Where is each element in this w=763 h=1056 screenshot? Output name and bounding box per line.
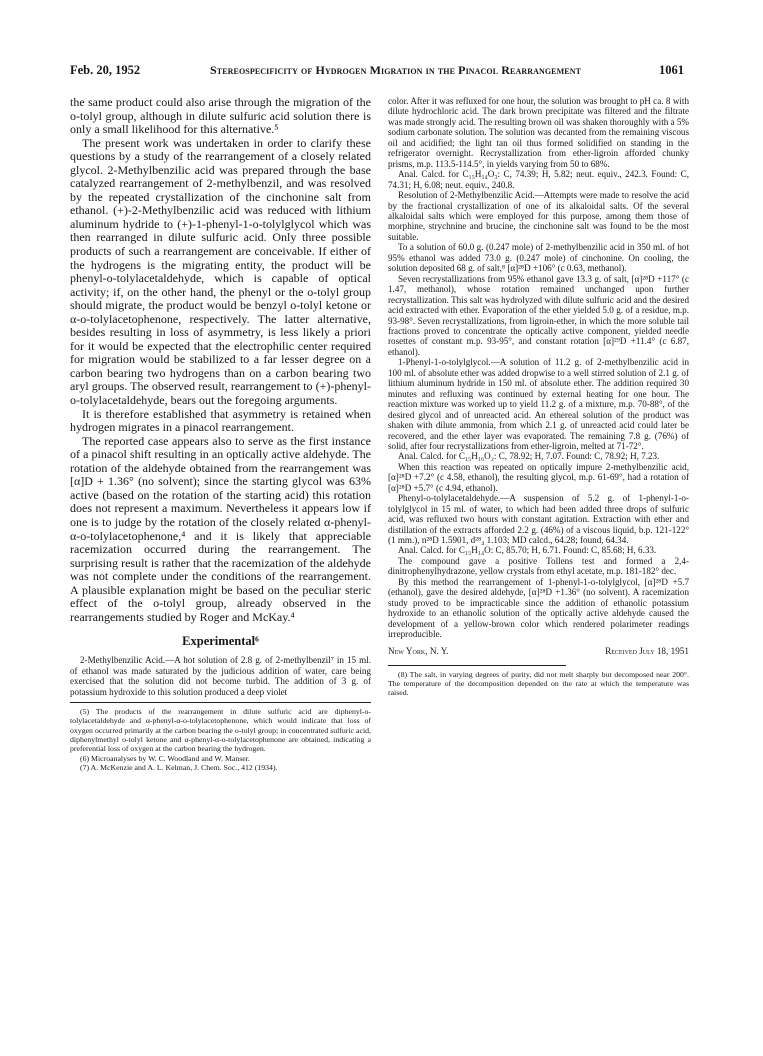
location: New York, N. Y.: [388, 645, 449, 656]
experimental-paragraph: Phenyl-o-tolylacetaldehyde.—A suspension of 5.2 g. of 1-phenyl-1-o-tolylglycol in 15 ml. of water, to which had been added three drops of sulfuric acid, was refluxed two hours with constant agitation. Extraction with ether and distillation of the extracts afforded 2.2 g. (46%) of a viscous liquid, b.p. 121-122° (1 mm.), n²⁸D 1.5901, d²⁸₄ 1.103; MD calcd., 64.28; found, 64.34.: [388, 493, 689, 546]
header-title: Stereospecificity of Hydrogen Migration in the Pinacol Rearrangement: [210, 63, 582, 77]
page-number: 1061: [659, 63, 684, 77]
body-paragraph: The present work was undertaken in order to clarify these questions by a study of the rearrangement of a closely related glycol. 2-Methylbenzilic acid was prepared through the base catalyzed rearrangement of 2-methylbenzil, and was resolved by the repeated crystallization of the cinchonine salt from ethanol. (+)-2-Methylbenzilic acid was reduced with lithium aluminum hydride to (+)-1-phenyl-1-o-tolylglycol which was then rearranged in dilute sulfuric acid. Only three possible products of such a rearrangement are conceivable. If either of the hydrogens is the migrating entity, the product will be phenyl-o-tolylacetaldehyde, which is capable of optical activity; if, on the other hand, the phenyl or the o-tolyl group should migrate, the product would be benzyl o-tolyl ketone or α-o-tolylacetophenone, respectively. The latter alternative, besides resulting in loss of asymmetry, is less likely a priori for it would be expected that the electrophilic center required for migration would be stabilized to a far lesser degree on a carbon bearing two hydrogens than on a carbon bearing two aryl groups. The observed result, rearrangement to (+)-phenyl-o-tolylacetaldehyde, bears out the foregoing arguments.: [70, 135, 371, 408]
analysis-line: Anal. Calcd. for C₁₅H₁₄O: C, 85.70; H, 6.71. Found: C, 85.68; H, 6.33.: [398, 545, 657, 556]
experimental-paragraph: Resolution of 2-Methylbenzilic Acid.—Attempts were made to resolve the acid by the fractional crystallization of one of its alkaloidal salts. Of the several alkaloidal salts which were employed for this purpose, among them those of morphine, strychnine and brucine, the cinchonine salt was found to be the most suitable.: [388, 190, 689, 242]
experimental-heading: Experimental⁶: [182, 634, 259, 649]
left-column: [70, 96, 371, 1013]
experimental-paragraph: When this reaction was repeated on optically impure 2-methylbenzilic acid, [α]²⁸D +7.2° (c 4.58, ethanol), the resulting glycol, m.p. 61-69°, had a rotation of [α]²⁸D +5.7° (c 4.94, ethanol).: [388, 461, 689, 493]
footnote-divider: [388, 665, 566, 666]
running-header: [70, 63, 684, 81]
body-paragraph: The reported case appears also to serve as the first instance of a pinacol shift resulting in an optically active aldehyde. The rotation of the aldehyde obtained from the rearrangement was [α]D + 1.36° (no solvent); since the starting glycol was 63% active (based on the rotation of the starting acid) this rotation does not represent a maximum. Nevertheless it appears low if one is to judge by the rotation of the closely related α-phenyl-α-o-tolylacetophenone,⁴ and it is likely that appreciable racemization occurred during the rearrangement. The surprising result is rather that the racemization of the aldehyde was not complete under the conditions of the rearrangement. A plausible explanation might be based on the peculiar steric effect of the o-tolyl group, already observed in the rearrangements studied by Roger and McKay.⁴: [70, 433, 371, 624]
right-column: [388, 96, 689, 1013]
received-date: Received July 18, 1951: [605, 645, 689, 656]
experimental-paragraph: 2-Methylbenzilic Acid.—A hot solution of 2.8 g. of 2-methylbenzil⁷ in 15 ml. of ethanol was made saturated by the judicious addition of water, care being exercised that the solution did not become turbid. The addition of 3 g. of potassium hydroxide to this solution produced a deep violet: [70, 655, 371, 697]
affiliation-line: [388, 646, 689, 660]
analysis-line: Anal. Calcd. for C₁₅H₁₄O₃: C, 74.39; H, 5.82; neut. equiv., 242.3. Found: C, 74.31; H, 6.08; neut. equiv., 240.8.: [388, 169, 689, 190]
footnote: (7) A. McKenzie and A. L. Kelman, J. Chem. Soc., 412 (1934).: [80, 763, 278, 773]
header-date: Feb. 20, 1952: [70, 63, 141, 77]
experimental-paragraph: To a solution of 60.0 g. (0.247 mole) of 2-methylbenzilic acid in 350 ml. of hot 95% ethanol was added 73.0 g. (0.247 mole) of cinchonine. On cooling, the solution deposited 68 g. of salt,⁸ [α]²⁸D +106° (c 0.63, methanol).: [388, 242, 689, 274]
experimental-paragraph: By this method the rearrangement of 1-phenyl-1-o-tolylglycol, [α]²⁸D +5.7 (ethanol), gave the desired aldehyde, [α]²⁸D +1.36° (no solvent). A racemization study proved to be impracticable since the addition of ethanolic potassium hydroxide to an ethanolic solution of the optically active aldehyde caused the development of a yellow-brown color which rendered polarimeter readings irreproducible.: [388, 576, 689, 640]
experimental-paragraph: color. After it was refluxed for one hour, the solution was brought to pH ca. 8 with dilute hydrochloric acid. The dark brown precipitate was filtered and the filtrate was made strongly acid. The resulting brown oil was shaken thoroughly with a 5% sodium carbonate solution. The solution was decanted from the remaining viscous oil and acidified; the light tan oil thus formed solidified on standing in the refrigerator overnight. Recrystallization from ether-ligroin afforded chunky prisms, m.p. 113.5-114.5°, in yields varying from 50 to 68%.: [388, 96, 689, 169]
body-paragraph: It is therefore established that asymmetry is retained when hydrogen migrates in a pinacol rearrangement.: [70, 406, 371, 435]
experimental-paragraph: The compound gave a positive Tollens test and formed a 2,4-dinitrophenylhydrazone, yellow crystals from ethyl acetate, m.p. 181-182° dec.: [388, 555, 689, 577]
experimental-paragraph: 1-Phenyl-1-o-tolylglycol.—A solution of 11.2 g. of 2-methylbenzilic acid in 100 ml. of absolute ether was added dropwise to a well stirred solution of 2.1 g. of lithium aluminum hydride in 150 ml. of absolute ether. The addition required 30 minutes and refluxing was continued by external heating for one hour. The reaction mixture was worked up to yield 11.2 g. of a mixture, m.p. 70-88°, of the desired glycol and of unreacted acid. An ethereal solution of the product was shaken with dilute ammonia, from which 2.1 g. of unreacted acid could later be recovered, and the ether layer was evaporated. The remaining 7.8 g. (76%) of solid, after four recrystallizations from ether-ligroin, melted at 71-72°.: [388, 357, 689, 451]
body-paragraph: the same product could also arise through the migration of the o-tolyl group, although in dilute sulfuric acid solution there is only a small likelihood for this alternative.⁵: [70, 96, 371, 137]
analysis-line: Anal. Calcd. for C₁₅H₁₆O₂: C, 78.92; H, 7.07. Found: C, 78.92; H, 7.23.: [398, 451, 660, 462]
footnote-divider: [70, 702, 371, 703]
experimental-paragraph: Seven recrystallizations from 95% ethanol gave 13.3 g. of salt, [α]²⁸D +117° (c 1.47, methanol), whose rotation remained unchanged upon further recrystallization. This salt was hydrolyzed with dilute sulfuric acid and the desired acid extracted with ether. Evaporation of the ether yielded 5.0 g. of a residue, m.p. 93-98°. Seven recrystallizations, from ligroin-ether, in which the more soluble tail fractions proved to concentrate the optically active component, yielded needle rosettes of constant m.p. 93-95°, and constant rotation [α]²⁹D +11.4° (c 6.87, ethanol).: [388, 273, 689, 357]
footnote: (5) The products of the rearrangement in dilute sulfuric acid are diphenyl-o-tolylacetaldehyde and α-phenyl-α-o-tolylacetophenone, which would indicate that loss of oxygen occurred primarily at the carbon bearing the o-tolyl group; in concentrated sulfuric acid, diphenylmethyl o-tolyl ketone and α-phenyl-α-o-tolylacetophenone are obtained, indicating a preferential loss of oxygen at the carbon bearing the hydrogen.: [70, 707, 371, 753]
footnote: (8) The salt, in varying degrees of purity, did not melt sharply but decomposed near 200°. The temperature of the decomposition depended on the rate at which the temperature was raised.: [388, 669, 689, 697]
footnote: (6) Microanalyses by W. C. Woodland and W. Manser.: [80, 753, 250, 763]
